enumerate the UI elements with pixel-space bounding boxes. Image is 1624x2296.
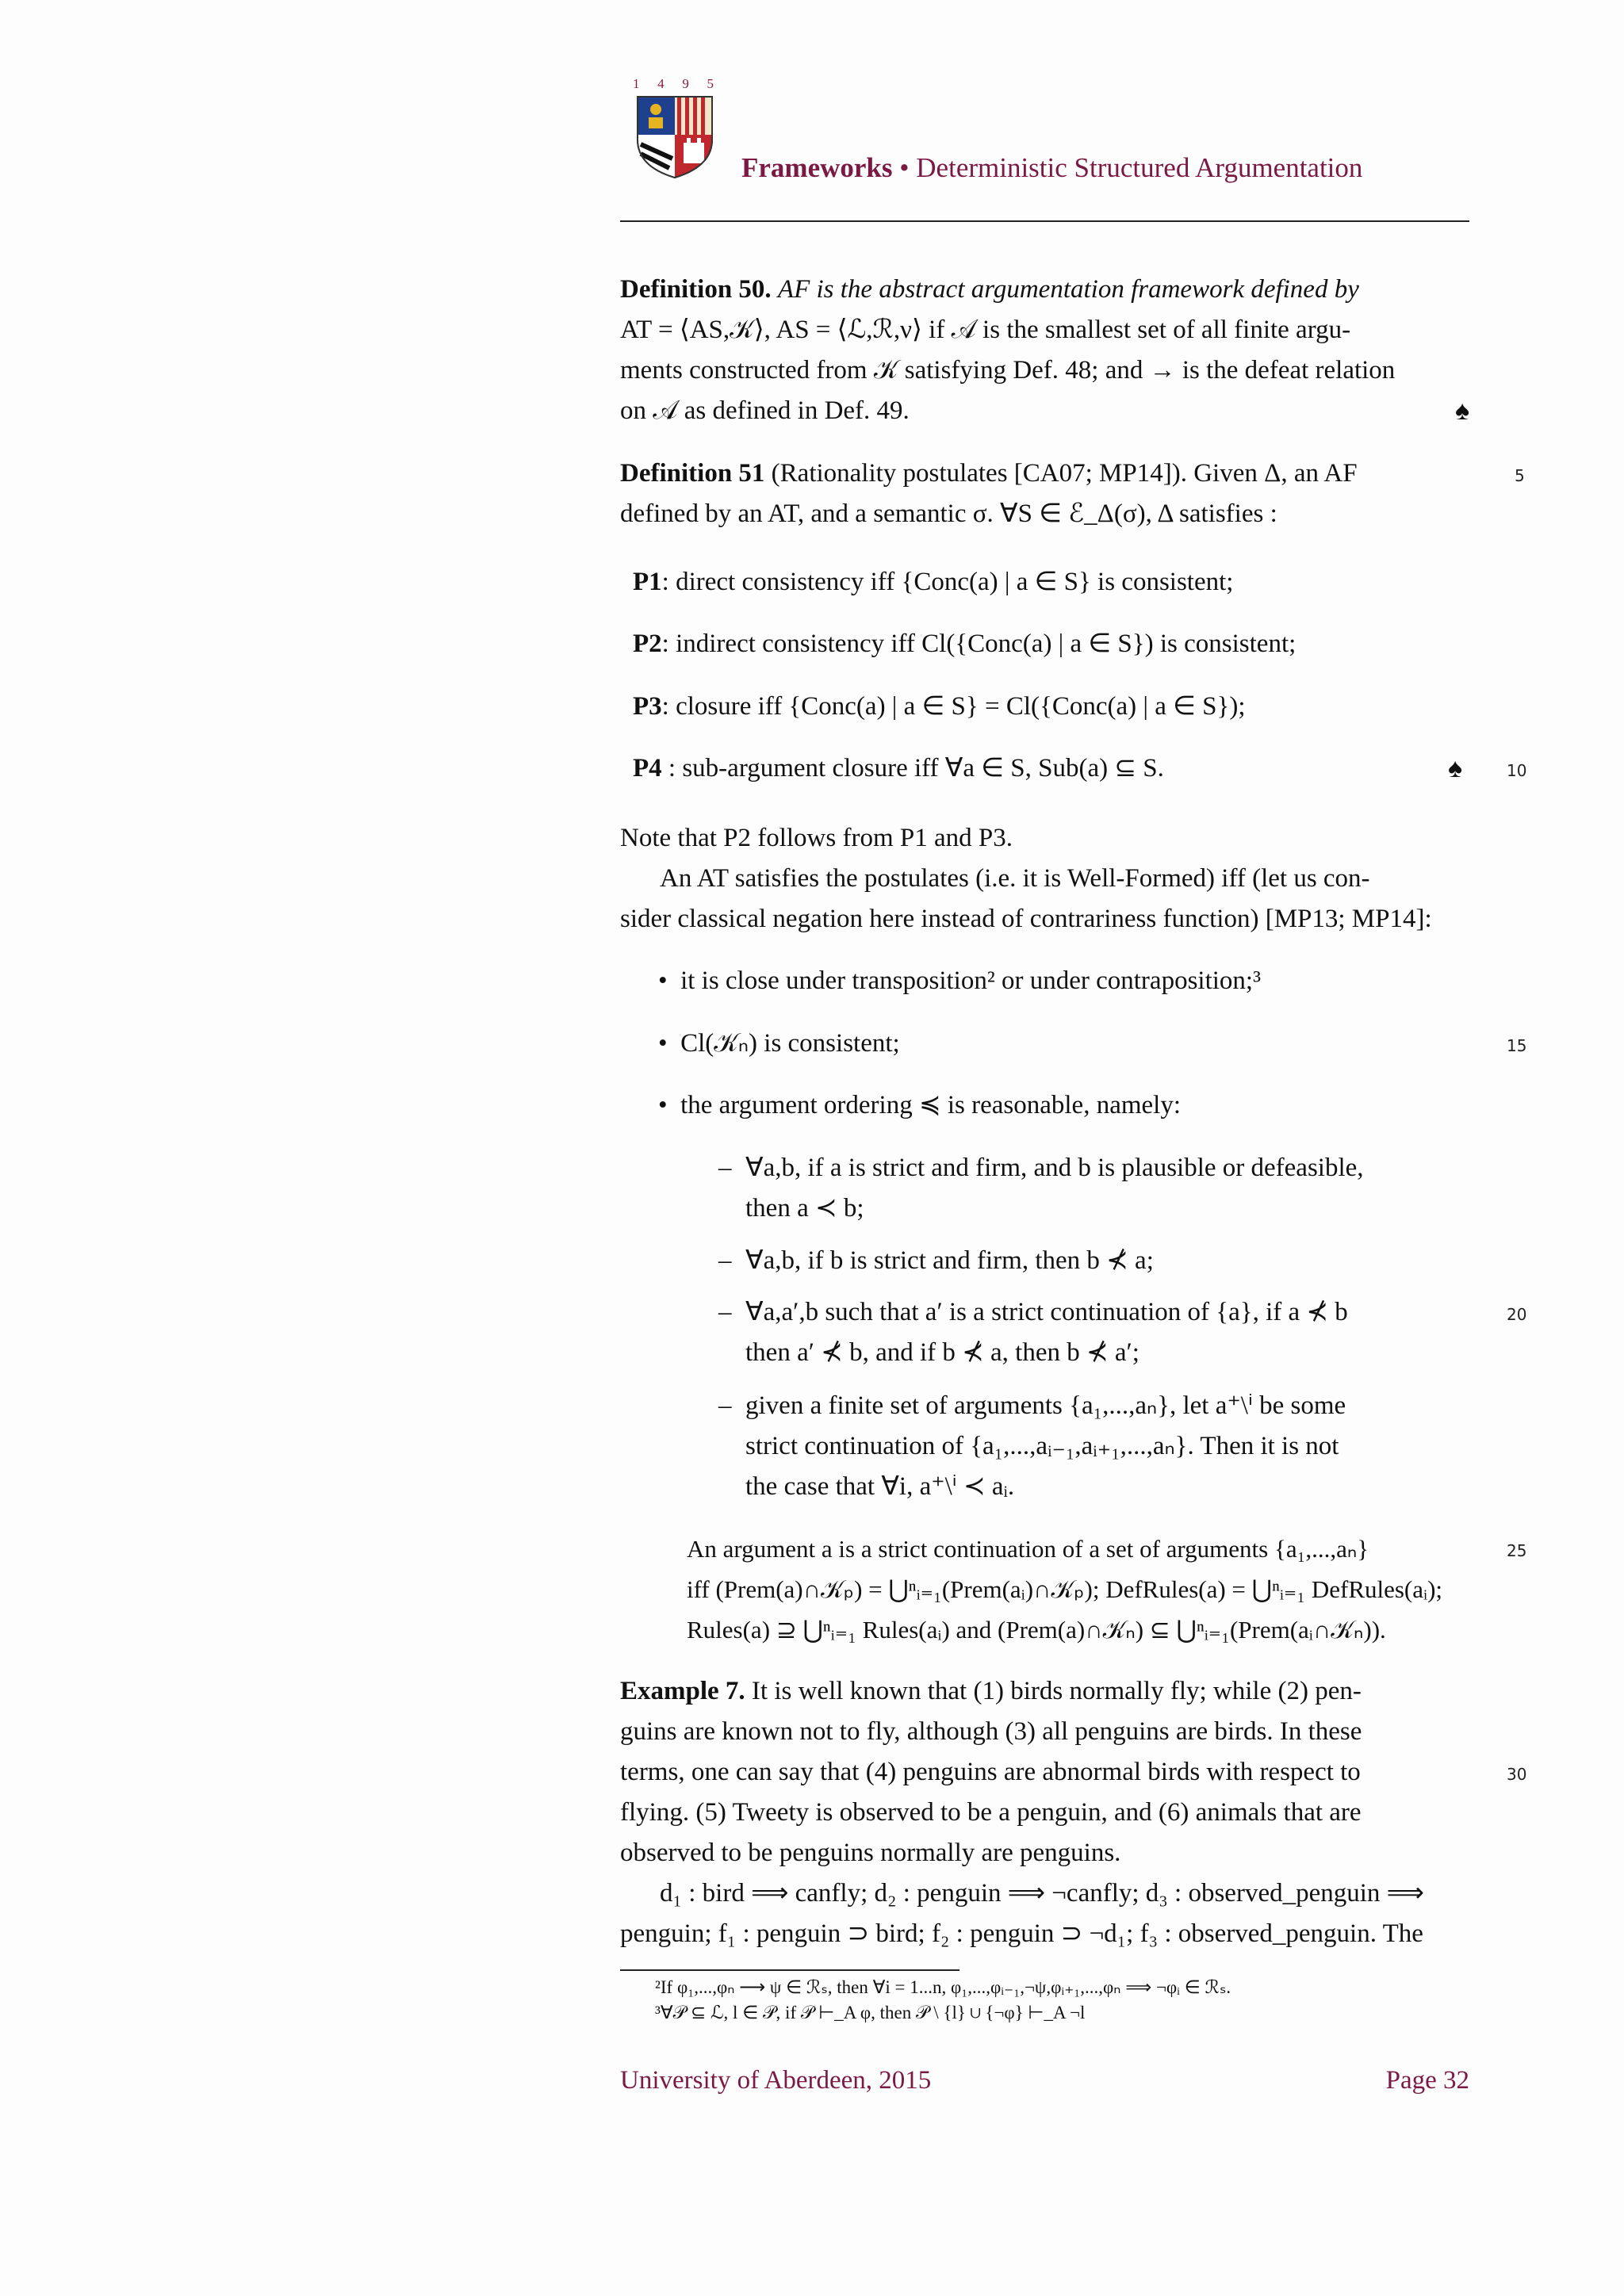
example-7: Example 7. It is well known that (1) birds normally fly; while (2) pen- guins are known not to fly, although (3) all penguins are birds. In these terms, one can say that (4) penguins are abnormal birds with respect to flying. (5) Tweety is observed to be a penguin, and (6) animals that are observed to be penguins normally are penguins. d₁ : bird ⟹ canfly; d₂ : penguin ⟹ ¬canfly; d₃ : observed_penguin ⟹ penguin; f₁ : penguin ⊃ bird; f₂ : penguin ⊃ ¬d₁; f₃ : observed_penguin. The [620, 1677, 1424, 1948]
definition-50: Definition 50. AF is the abstract argumentation framework defined by AT = ⟨AS,𝒦⟩, AS = ⟨ℒ,ℛ,ν⟩ if 𝒜 is the smallest set of all finite argu- ments constructed from 𝒦 satisfying Def. 48; and → is the defeat relation on 𝒜 as defined in Def. 49. ♠ [620, 270, 1469, 431]
footer-university: University of Aberdeen, 2015 [620, 2066, 932, 2095]
line-number: 10 [1507, 761, 1527, 780]
strict-continuation-definition: An argument a is a strict continuation of a set of arguments {a₁,...,aₙ} iff (Prem(a)∩𝒦ₚ) = ⋃ⁿᵢ₌₁(Prem(aᵢ)∩𝒦ₚ); DefRules(a) = ⋃ⁿᵢ₌₁ DefRules(aᵢ); Rules(a) ⊇ ⋃ⁿᵢ₌₁ Rules(aᵢ) and (Prem(a)∩𝒦ₙ) ⊆ ⋃ⁿᵢ₌₁(Prem(aᵢ∩𝒦ₙ)). [687, 1535, 1443, 1644]
crest-year: 1 4 9 5 [633, 76, 714, 91]
postulate-p4: P4 : sub-argument closure iff ∀a ∈ S, Sub(a) ⊆ S. [633, 754, 1164, 783]
sub-item: ∀a,a′,b such that a′ is a strict continuation of {a}, if a ⊀ b then a′ ⊀ b, and if b ⊀ a, then b ⊀ a′; [745, 1298, 1348, 1367]
end-of-definition-icon: ♠ [1448, 754, 1463, 783]
postulate-p2: P2: indirect consistency iff Cl({Conc(a) | a ∈ S}) is consistent; [633, 629, 1297, 658]
page-number: Page 32 [1385, 2066, 1469, 2095]
footnote-3: ³∀𝒫 ⊆ ℒ, l ∈ 𝒫, if 𝒫 ⊢_A φ, then 𝒫 \ {l} ∪ {¬φ} ⊢_A ¬l [655, 2003, 1086, 2022]
footnote-rule [620, 1969, 959, 1971]
line-number: 15 [1507, 1036, 1527, 1055]
line-number: 25 [1507, 1541, 1527, 1560]
postulate-p3: P3: closure iff {Conc(a) | a ∈ S} = Cl({Conc(a) | a ∈ S}); [633, 692, 1246, 721]
university-crest-icon [634, 94, 715, 179]
line-number: 20 [1507, 1305, 1527, 1324]
body-note: Note that P2 follows from P1 and P3. An AT satisfies the postulates (i.e. it is Well-Formed) iff (let us con- sider classical negation here instead of contrariness function) [MP13; MP14]: [620, 824, 1432, 933]
bullet-item: • Cl(𝒦ₙ) is consistent; [658, 1029, 900, 1058]
line-number: 5 [1515, 466, 1525, 485]
postulate-p1: P1: direct consistency iff {Conc(a) | a ∈ S} is consistent; [633, 568, 1234, 596]
end-of-definition-icon: ♠ [1454, 396, 1469, 426]
sub-item: ∀a,b, if b is strict and firm, then b ⊀ a; [745, 1246, 1154, 1275]
bullet-item: • it is close under transposition² or under contraposition;³ [658, 966, 1261, 995]
definition-51: Definition 51 (Rationality postulates [CA07; MP14]). Given Δ, an AF defined by an AT, and a semantic σ. ∀S ∈ ℰ_Δ(σ), Δ satisfies : [620, 459, 1358, 528]
footnote-2: ²If φ₁,...,φₙ ⟶ ψ ∈ ℛₛ, then ∀i = 1...n, φ₁,...,φᵢ₋₁,¬ψ,φᵢ₊₁,...,φₙ ⟹ ¬φᵢ ∈ ℛₛ. [655, 1977, 1231, 1997]
sub-item: given a finite set of arguments {a₁,...,aₙ}, let a⁺\ⁱ be some strict continuation of {a₁,...,aᵢ₋₁,aᵢ₊₁,...,aₙ}. Then it is not the case that ∀i, a⁺\ⁱ ≺ aᵢ. [745, 1391, 1346, 1501]
header-rule [620, 220, 1469, 222]
running-header: Frameworks • Deterministic Structured Argumentation [741, 152, 1363, 183]
sub-item: ∀a,b, if a is strict and firm, and b is plausible or defeasible, then a ≺ b; [745, 1154, 1364, 1223]
bullet-item: • the argument ordering ≼ is reasonable, namely: [658, 1091, 1181, 1119]
line-number: 30 [1507, 1765, 1527, 1784]
